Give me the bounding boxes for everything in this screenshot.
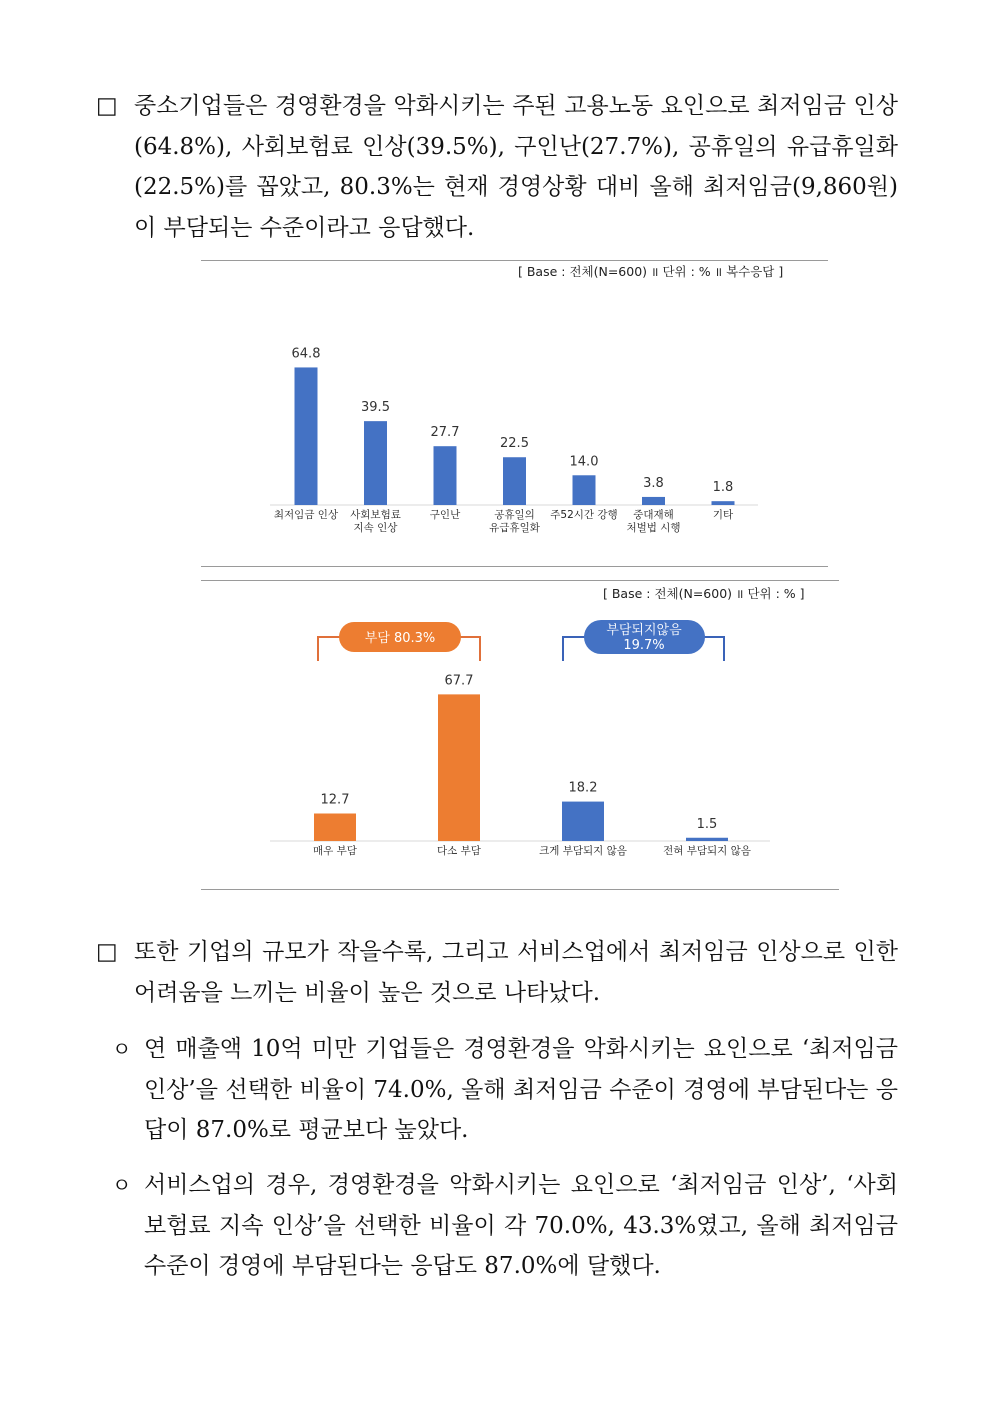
chart1-value-label: 3.8	[643, 475, 664, 491]
chart1-category-label: 지속 인상	[353, 522, 398, 534]
chart2-category-label: 다소 부담	[437, 845, 481, 857]
chart2-value-label: 18.2	[568, 780, 598, 796]
paragraph-2-text: 또한 기업의 규모가 작을수록, 그리고 서비스업에서 최저임금 인상으로 인한 어려움을 느끼는 비율이 높은 것으로 나타났다.	[134, 939, 898, 1006]
square-bullet: □	[96, 93, 118, 119]
chart1-category-label: 구인난	[429, 509, 461, 521]
chart1-category-label: 최저임금 인상	[273, 509, 339, 521]
chart1-value-label: 64.8	[291, 346, 321, 362]
circle-bullet: ㅇ	[112, 1037, 132, 1061]
chart2-category-label: 매우 부담	[313, 845, 357, 857]
chart1-category-label: 중대재해	[633, 509, 674, 521]
chart2-value-label: 67.7	[444, 673, 474, 689]
chart2-bar	[562, 802, 604, 841]
chart2-bar	[686, 838, 728, 841]
chart2-bar	[438, 694, 480, 841]
square-bullet: □	[96, 939, 118, 965]
burden-pill-label: 부담 80.3%	[364, 631, 436, 646]
sub-bullet-2	[112, 1165, 898, 1287]
no-burden-pill-label-2: 19.7%	[623, 638, 665, 653]
chart1-value-label: 39.5	[361, 400, 390, 416]
chart2-bar	[314, 813, 356, 841]
chart1-value-label: 22.5	[500, 436, 529, 452]
paragraph-2	[96, 932, 898, 1013]
chart1-category-label: 주52시간 강행	[550, 509, 618, 521]
chart2-category-label: 크게 부담되지 않음	[539, 845, 627, 857]
chart2-base-note: [ Base : 전체(N=600) ॥ 단위 : % ]	[603, 586, 805, 601]
chart1-category-label: 공휴일의	[494, 509, 535, 521]
chart1-category-label: 기타	[712, 509, 734, 521]
chart1-category-label: 유급휴일화	[489, 522, 540, 534]
chart2-value-label: 1.5	[696, 816, 718, 832]
paragraph-1-text: 중소기업들은 경영환경을 악화시키는 주된 고용노동 요인으로 최저임금 인상(64.8%), 사회보험료 인상(39.5%), 구인난(27.7%), 공휴일의 유급휴일화(22.5%)를 꼽았고, 80.3%는 현재 경영상황 대비 올해 최저임금(9,860원)이 부담되는 수준이라고 응답했다.	[134, 93, 898, 241]
chart1-base-note: [ Base : 전체(N=600) ॥ 단위 : % ॥ 복수응답 ]	[518, 264, 784, 279]
circle-bullet: ㅇ	[112, 1173, 132, 1197]
chart2-value-label: 12.7	[320, 792, 350, 808]
chart1-category-label: 사회보험료	[350, 509, 401, 521]
chart1-value-label: 1.8	[712, 480, 734, 496]
chart1-category-label: 처벌법 시행	[626, 522, 681, 534]
sub-bullet-2-text: 서비스업의 경우, 경영환경을 악화시키는 요인으로 ‘최저임금 인상’, ‘사회보험료 지속 인상’을 선택한 비율이 각 70.0%, 43.3%였고, 올해 최저임금 수준이 경영에 부담된다는 응답도 87.0%에 달했다.	[144, 1172, 898, 1279]
chart2-category-label: 전혀 부담되지 않음	[663, 845, 751, 857]
chart1-value-label: 14.0	[569, 454, 599, 470]
no-burden-pill-label-1: 부담되지않음	[606, 623, 682, 638]
chart1-value-label: 27.7	[430, 425, 460, 441]
sub-bullet-1-text: 연 매출액 10억 미만 기업들은 경영환경을 악화시키는 요인으로 ‘최저임금 인상’을 선택한 비율이 74.0%, 올해 최저임금 수준이 경영에 부담된다는 응답이 87.0%로 평균보다 높았다.	[144, 1036, 898, 1143]
sub-bullet-1	[112, 1029, 898, 1151]
chart2-bottom-rule	[201, 889, 839, 890]
